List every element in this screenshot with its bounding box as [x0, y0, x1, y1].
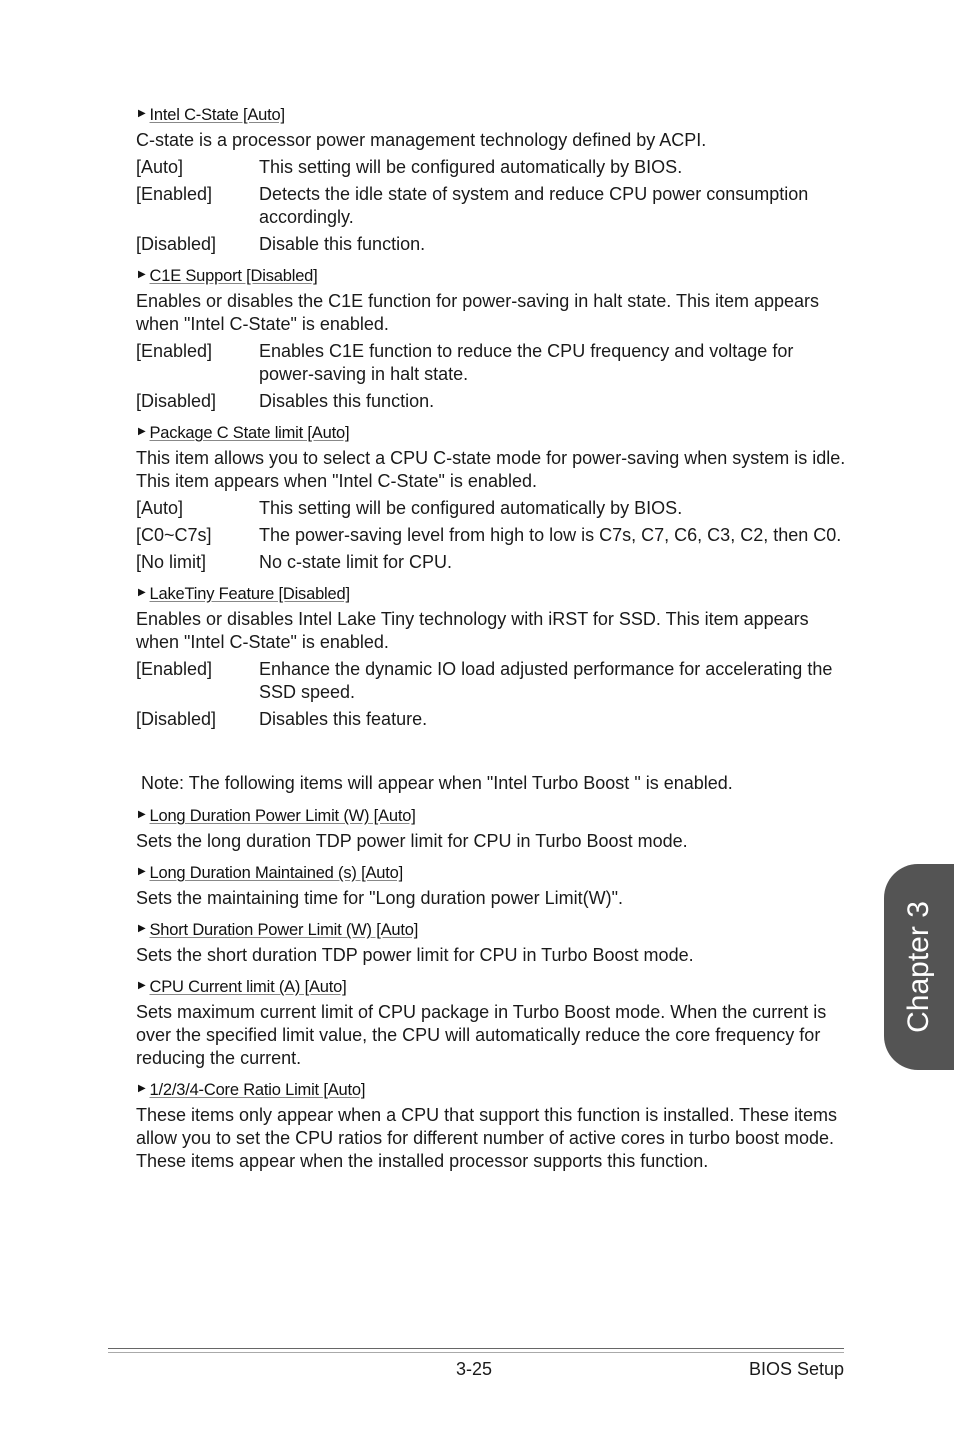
section-heading: ▶ Long Duration Power Limit (W) [Auto]: [138, 805, 848, 827]
section-heading: ▶ Package C State limit [Auto]: [138, 422, 848, 444]
section-description: These items only appear when a CPU that support this function is installed. These items allow you to set the CPU ratios for different number of active cores in turbo boost mode. These items appear when the installed processor supports this function.: [136, 1105, 838, 1171]
option-key: [No limit]: [136, 552, 207, 572]
chapter-tab-label: Chapter 3: [902, 901, 935, 1033]
section-c1e-support: [136, 265, 848, 413]
section-long-duration-maintained: [136, 862, 848, 910]
section-description: Enables or disables the C1E function for power-saving in halt state. This item appears when "Intel C-State" is enabled.: [136, 291, 820, 334]
option-key: [Disabled]: [136, 234, 217, 254]
section-heading: ▶ 1/2/3/4-Core Ratio Limit [Auto]: [138, 1079, 848, 1101]
triangle-bullet-icon: ▶: [138, 980, 146, 991]
triangle-bullet-icon: ▶: [138, 108, 146, 119]
section-cpu-current-limit: [136, 976, 848, 1070]
section-core-ratio-limit: [136, 1079, 848, 1173]
section-short-duration-power-limit: [136, 919, 848, 967]
option-key: [Enabled]: [136, 659, 213, 679]
page-number: 3-25: [456, 1359, 493, 1379]
option-row: [136, 524, 848, 547]
section-heading: ▶ Short Duration Power Limit (W) [Auto]: [138, 919, 848, 941]
footer-divider: [108, 1348, 844, 1353]
triangle-bullet-icon: ▶: [138, 1083, 146, 1094]
option-key: [Auto]: [136, 157, 184, 177]
triangle-bullet-icon: ▶: [138, 269, 146, 280]
section-description: Sets the long duration TDP power limit for CPU in Turbo Boost mode.: [136, 831, 688, 851]
option-value: Disable this function.: [259, 234, 426, 254]
page-content: [136, 104, 848, 1182]
section-heading: ▶ CPU Current limit (A) [Auto]: [138, 976, 848, 998]
section-description: Sets the short duration TDP power limit for CPU in Turbo Boost mode.: [136, 945, 694, 965]
option-value: Disables this function.: [259, 391, 435, 411]
option-key: [Disabled]: [136, 391, 217, 411]
triangle-bullet-icon: ▶: [138, 866, 146, 877]
section-intel-c-state: [136, 104, 848, 256]
option-value: This setting will be configured automatically by BIOS.: [259, 157, 683, 177]
footer-title: BIOS Setup: [748, 1359, 844, 1379]
option-row: [136, 708, 848, 731]
option-value: The power-saving level from high to low is C7s, C7, C6, C3, C2, then C0.: [259, 525, 842, 545]
triangle-bullet-icon: ▶: [138, 809, 146, 820]
section-description: C-state is a processor power management technology defined by ACPI.: [136, 130, 707, 150]
section-heading: ▶ Intel C-State [Auto]: [138, 104, 848, 126]
option-key: [Auto]: [136, 498, 184, 518]
option-value: No c-state limit for CPU.: [259, 552, 453, 572]
chapter-tab: [884, 864, 954, 1070]
section-heading: ▶ LakeTiny Feature [Disabled]: [138, 583, 848, 605]
option-row: [136, 658, 848, 704]
option-key: [Enabled]: [136, 184, 213, 204]
section-description: Sets the maintaining time for "Long duration power Limit(W)".: [136, 888, 623, 908]
option-key: [Enabled]: [136, 341, 213, 361]
turbo-boost-note: Note: The following items will appear when "Intel Turbo Boost " is enabled.: [141, 773, 733, 793]
section-heading: ▶ C1E Support [Disabled]: [138, 265, 848, 287]
option-row: [136, 156, 848, 179]
triangle-bullet-icon: ▶: [138, 587, 146, 598]
option-key: [C0~C7s]: [136, 525, 212, 545]
section-heading: ▶ Long Duration Maintained (s) [Auto]: [138, 862, 848, 884]
section-laketiny-feature: [136, 583, 848, 731]
section-description: This item allows you to select a CPU C-state mode for power-saving when system is idle. This item appears when "Intel C-State" is enabled.: [136, 448, 846, 491]
section-package-c-state-limit: [136, 422, 848, 574]
option-row: [136, 551, 848, 574]
option-row: [136, 340, 848, 386]
option-row: [136, 497, 848, 520]
option-row: [136, 390, 848, 413]
option-row: [136, 233, 848, 256]
option-value: Disables this feature.: [259, 709, 428, 729]
option-row: [136, 183, 848, 229]
option-key: [Disabled]: [136, 709, 217, 729]
option-value: Detects the idle state of system and reduce CPU power consumption accordingly.: [259, 184, 809, 227]
option-value: Enhance the dynamic IO load adjusted performance for accelerating the SSD speed.: [259, 659, 833, 702]
section-long-duration-power-limit: [136, 805, 848, 853]
triangle-bullet-icon: ▶: [138, 426, 146, 437]
triangle-bullet-icon: ▶: [138, 923, 146, 934]
option-value: This setting will be configured automatically by BIOS.: [259, 498, 683, 518]
option-value: Enables C1E function to reduce the CPU frequency and voltage for power-saving in halt state.: [259, 341, 794, 384]
section-description: Sets maximum current limit of CPU package in Turbo Boost mode. When the current is over the specified limit value, the CPU will automatically reduce the core frequency for reducing the current.: [136, 1002, 827, 1068]
section-description: Enables or disables Intel Lake Tiny technology with iRST for SSD. This item appears when "Intel C-State" is enabled.: [136, 609, 809, 652]
